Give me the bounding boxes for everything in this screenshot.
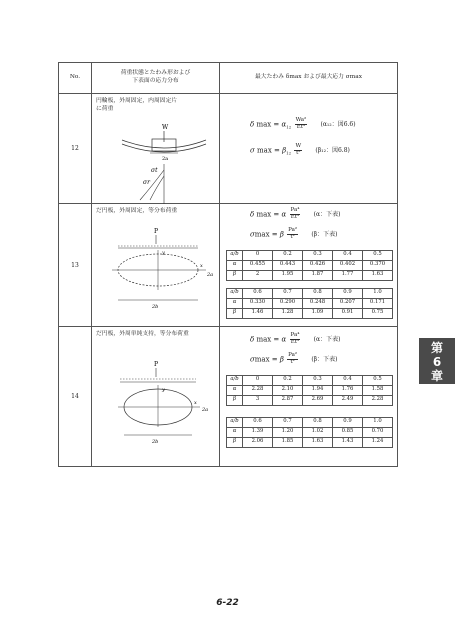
chapter-tab-line3: 章: [430, 369, 443, 383]
dim-label-2a: 2a: [202, 407, 209, 413]
sigma-r-label: σr: [143, 179, 150, 186]
page-number: 6-22: [216, 598, 239, 608]
axis-label-y: y: [162, 387, 165, 393]
coef-row-alpha: α 0.455 0.443 0.426 0.402 0.370: [227, 261, 393, 271]
header-row: [59, 63, 398, 94]
case-13-title: だ円板，外周固定，等分布荷重: [96, 208, 178, 214]
case-row-13: [59, 204, 398, 327]
case-12-title: 円輪板，外周固定，内周固定片 に荷重: [96, 98, 178, 113]
load-label-p: P: [154, 361, 159, 368]
case-13-condition: [92, 204, 220, 327]
case-13-formulas: [220, 204, 398, 327]
coef-row-alpha: α 1.39 1.20 1.02 0.85 0.70: [227, 428, 393, 438]
header-load-line1: 荷重状態とたわみ形および: [120, 70, 191, 77]
case-13-coef-table-2: [226, 288, 393, 319]
sigma-t-label: σt: [151, 167, 158, 174]
header-no: No.: [59, 63, 92, 94]
case-number-14: 14: [59, 327, 92, 467]
coef-row-alpha: α 0.330 0.290 0.248 0.207 0.171: [227, 299, 393, 309]
case-12-stress-formula: σ $\max = \beta_{12}$ $\frac{W}{\text{t²}}$ (β₁₂：図6.8): [250, 143, 350, 156]
case-14-formulas: [220, 327, 398, 467]
chapter-tab-line1: 第: [430, 341, 443, 355]
case-row-12: [59, 94, 398, 204]
axis-label-y: y: [162, 250, 165, 256]
case-13-stress-formula: σmax = β $\frac{\text{Pa²}}{\text{t²}}$ (β：下表): [250, 227, 338, 240]
case-14-coef-table-2: [226, 417, 393, 448]
chapter-tab: [419, 338, 455, 384]
case-number-13: 13: [59, 204, 92, 327]
dim-label-2b: 2b: [152, 304, 159, 310]
load-label-w: W: [162, 124, 169, 131]
header-load-condition: [92, 63, 220, 94]
header-load-line2: 下表面の応力分布: [132, 78, 179, 84]
coef-row-ratio: a/b 0 0.2 0.3 0.4 0.5: [227, 251, 393, 261]
chapter-tab-line2: 6: [432, 355, 442, 369]
case-12-formulas: [220, 94, 398, 204]
dim-label-2a: 2a: [207, 272, 214, 278]
case-number-12: 12: [59, 94, 92, 204]
case-12-condition: [92, 94, 220, 204]
case-13-diagram: [102, 224, 212, 314]
header-max-deflection-stress: 最大たわみ δmax および最大応力 σmax: [220, 63, 398, 94]
case-13-deflection-formula: δ max = α $\frac{\text{Pa⁴}}{\text{Et³}}$ (α：下表): [250, 207, 341, 220]
coef-row-beta: β 3 2.87 2.69 2.49 2.28: [227, 396, 393, 406]
axis-label-x: x: [200, 263, 203, 269]
case-14-stress-formula: σmax = β $\frac{\text{Pa²}}{\text{t²}}$ (β：下表): [250, 352, 338, 365]
case-14-title: だ円板，外周単純支持，等分布荷重: [96, 331, 189, 337]
coef-row-beta: β 1.46 1.28 1.09 0.91 0.75: [227, 309, 393, 319]
case-13-coef-table-1: [226, 250, 393, 281]
case-14-condition: [92, 327, 220, 467]
load-label-p: P: [154, 228, 159, 235]
coef-row-ratio: a/b 0 0.2 0.3 0.4 0.5: [227, 376, 393, 386]
dim-label-2r: 2a: [162, 156, 169, 162]
dim-label-2b: 2b: [152, 439, 159, 445]
case-14-diagram: [102, 357, 212, 447]
case-row-14: [59, 327, 398, 467]
coef-row-alpha: α 2.28 2.10 1.94 1.76 1.58: [227, 386, 393, 396]
coef-row-ratio: a/b 0.6 0.7 0.8 0.9 1.0: [227, 418, 393, 428]
case-14-coef-table-1: [226, 375, 393, 406]
coef-row-beta: β 2.06 1.85 1.63 1.43 1.24: [227, 438, 393, 448]
coef-row-ratio: a/b 0.6 0.7 0.8 0.9 1.0: [227, 289, 393, 299]
stress-formula-table: [58, 62, 398, 467]
coef-row-beta: β 2 1.95 1.87 1.77 1.63: [227, 271, 393, 281]
case-14-deflection-formula: δ max = α $\frac{\text{Pa⁴}}{\text{Et³}}$ (α：下表): [250, 332, 341, 345]
case-12-deflection-formula: δ $\max = \alpha_{12}$ $\frac{\text{Wa²}}{\text{Et³}}$ (α₁₂：図6.6): [250, 117, 356, 130]
axis-label-x: x: [194, 400, 197, 406]
case-12-diagram: [110, 120, 210, 205]
